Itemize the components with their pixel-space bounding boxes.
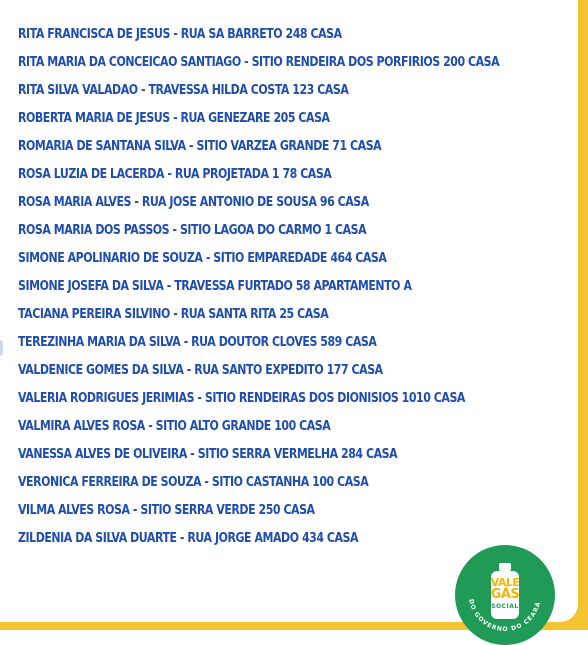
list-item: TEREZINHA MARIA DA SILVA - RUA DOUTOR CLOVES 589 CASA (18, 335, 377, 350)
beneficiary-list (18, 24, 578, 556)
list-item: VILMA ALVES ROSA - SITIO SERRA VERDE 250 CASA (18, 503, 315, 518)
list-item: SIMONE APOLINARIO DE SOUZA - SITIO EMPAREDADE 464 CASA (18, 251, 387, 266)
list-item: SIMONE JOSEFA DA SILVA - TRAVESSA FURTADO 58 APARTAMENTO A (18, 279, 412, 294)
left-edge-marker (0, 340, 3, 356)
logo-word-gas: GÁS (490, 587, 520, 602)
list-item: TACIANA PEREIRA SILVINO - RUA SANTA RITA 25 CASA (18, 307, 329, 322)
gas-cylinder-cap-icon (499, 563, 511, 571)
vale-gas-social-logo (455, 545, 555, 645)
list-item: VALMIRA ALVES ROSA - SITIO ALTO GRANDE 100 CASA (18, 419, 331, 434)
list-item: ROSA LUZIA DE LACERDA - RUA PROJETADA 1 78 CASA (18, 167, 332, 182)
list-item: RITA SILVA VALADAO - TRAVESSA HILDA COSTA 123 CASA (18, 83, 349, 98)
list-item: ROSA MARIA DOS PASSOS - SITIO LAGOA DO CARMO 1 CASA (18, 223, 367, 238)
list-item: ZILDENIA DA SILVA DUARTE - RUA JORGE AMADO 434 CASA (18, 531, 359, 546)
logo-word-social: SOCIAL (491, 603, 519, 610)
logo-ring-label: DO GOVERNO DO CEARÁ (467, 598, 543, 634)
list-item: ROSA MARIA ALVES - RUA JOSE ANTONIO DE SOUSA 96 CASA (18, 195, 369, 210)
list-item: VALERIA RODRIGUES JERIMIAS - SITIO RENDEIRAS DOS DIONISIOS 1010 CASA (18, 391, 465, 406)
list-item: VANESSA ALVES DE OLIVEIRA - SITIO SERRA VERMELHA 284 CASA (18, 447, 398, 462)
list-item: VALDENICE GOMES DA SILVA - RUA SANTO EXPEDITO 177 CASA (18, 363, 383, 378)
list-item: ROMARIA DE SANTANA SILVA - SITIO VARZEA GRANDE 71 CASA (18, 139, 382, 154)
list-item: RITA MARIA DA CONCEICAO SANTIAGO - SITIO RENDEIRA DOS PORFIRIOS 200 CASA (18, 55, 500, 70)
list-item: RITA FRANCISCA DE JESUS - RUA SA BARRETO 248 CASA (18, 27, 342, 42)
logo-word-vale: VALE (490, 576, 520, 589)
list-item: VERONICA FERREIRA DE SOUZA - SITIO CASTANHA 100 CASA (18, 475, 369, 490)
list-item: ROBERTA MARIA DE JESUS - RUA GENEZARE 205 CASA (18, 111, 330, 126)
